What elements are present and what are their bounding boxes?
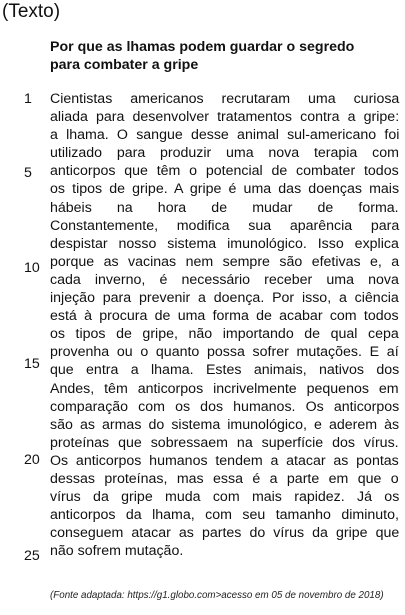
text-line: dessas proteínas, mas essa é a parte em que o — [50, 470, 399, 487]
line-number: 25 — [24, 548, 40, 564]
text-line: provenha ou o quanto possa sofrer mutações. E aí — [50, 344, 399, 361]
text-line: injeção para prevenir a doença. Por isso, a ciência — [50, 290, 399, 307]
text-line: conseguem atacar as partes do vírus da gripe que — [50, 525, 400, 542]
text-line: vírus da gripe muda com mais rapidez. Já os — [50, 489, 400, 506]
line-number: 5 — [24, 165, 32, 181]
text-line: utilizado para produzir uma nova terapia com — [50, 145, 399, 162]
line-number: 1 — [24, 91, 32, 107]
article-body — [50, 90, 399, 560]
source-citation: (Fonte adaptada: https://g1.globo.com>acesso em 05 de novembro de 2018) — [50, 590, 384, 601]
text-line: despistar nosso sistema imunológico. Isso explica — [50, 235, 399, 252]
text-line: anticorpos da lhama, com seu tamanho diminuto, — [50, 507, 399, 524]
text-line: aliada para desenvolver tratamentos contra a gripe: — [50, 109, 400, 126]
text-line: os tipos de gripe, não importando de qual cepa — [50, 326, 399, 343]
text-line: Andes, têm anticorpos incrivelmente pequenos em — [50, 380, 399, 397]
article-title — [50, 38, 400, 74]
text-line: comparação com os dos humanos. Os anticorpos — [50, 398, 400, 415]
text-line: porque as vacinas nem sempre são efetivas e, a — [50, 253, 400, 270]
article-title-line: Por que as lhamas podem guardar o segredo — [50, 39, 355, 55]
text-line: não sofrem mutação. — [50, 543, 184, 560]
text-line: Cientistas americanos recrutaram uma curiosa — [50, 91, 400, 107]
text-line: está à procura de uma forma de acabar com todos — [50, 308, 399, 325]
article-title-line: para combater a gripe — [50, 57, 199, 73]
section-label: (Texto) — [2, 1, 61, 22]
text-line: cada inverno, é necessário receber uma nova — [50, 271, 399, 288]
text-line: anticorpos que têm o potencial de combater todos — [50, 163, 399, 180]
text-line: Os anticorpos humanos tendem a atacar as pontas — [50, 452, 399, 469]
line-number: 20 — [24, 452, 40, 468]
text-line: hábeis na hora de mudar de forma. — [50, 199, 399, 216]
line-number: 15 — [24, 356, 40, 372]
text-line: que entra a lhama. Estes animais, nativos dos — [50, 362, 400, 379]
text-line: Constantemente, modifica sua aparência para — [50, 217, 400, 234]
text-line: proteínas que sobressaem na superfície dos vírus. — [50, 434, 399, 451]
text-line: são as armas do sistema imunológico, e aderem às — [50, 416, 400, 433]
text-line: a lhama. O sangue desse animal sul-americano foi — [50, 127, 400, 144]
line-number: 10 — [24, 260, 40, 276]
text-line: os tipos de gripe. A gripe é uma das doenças mais — [50, 181, 400, 198]
